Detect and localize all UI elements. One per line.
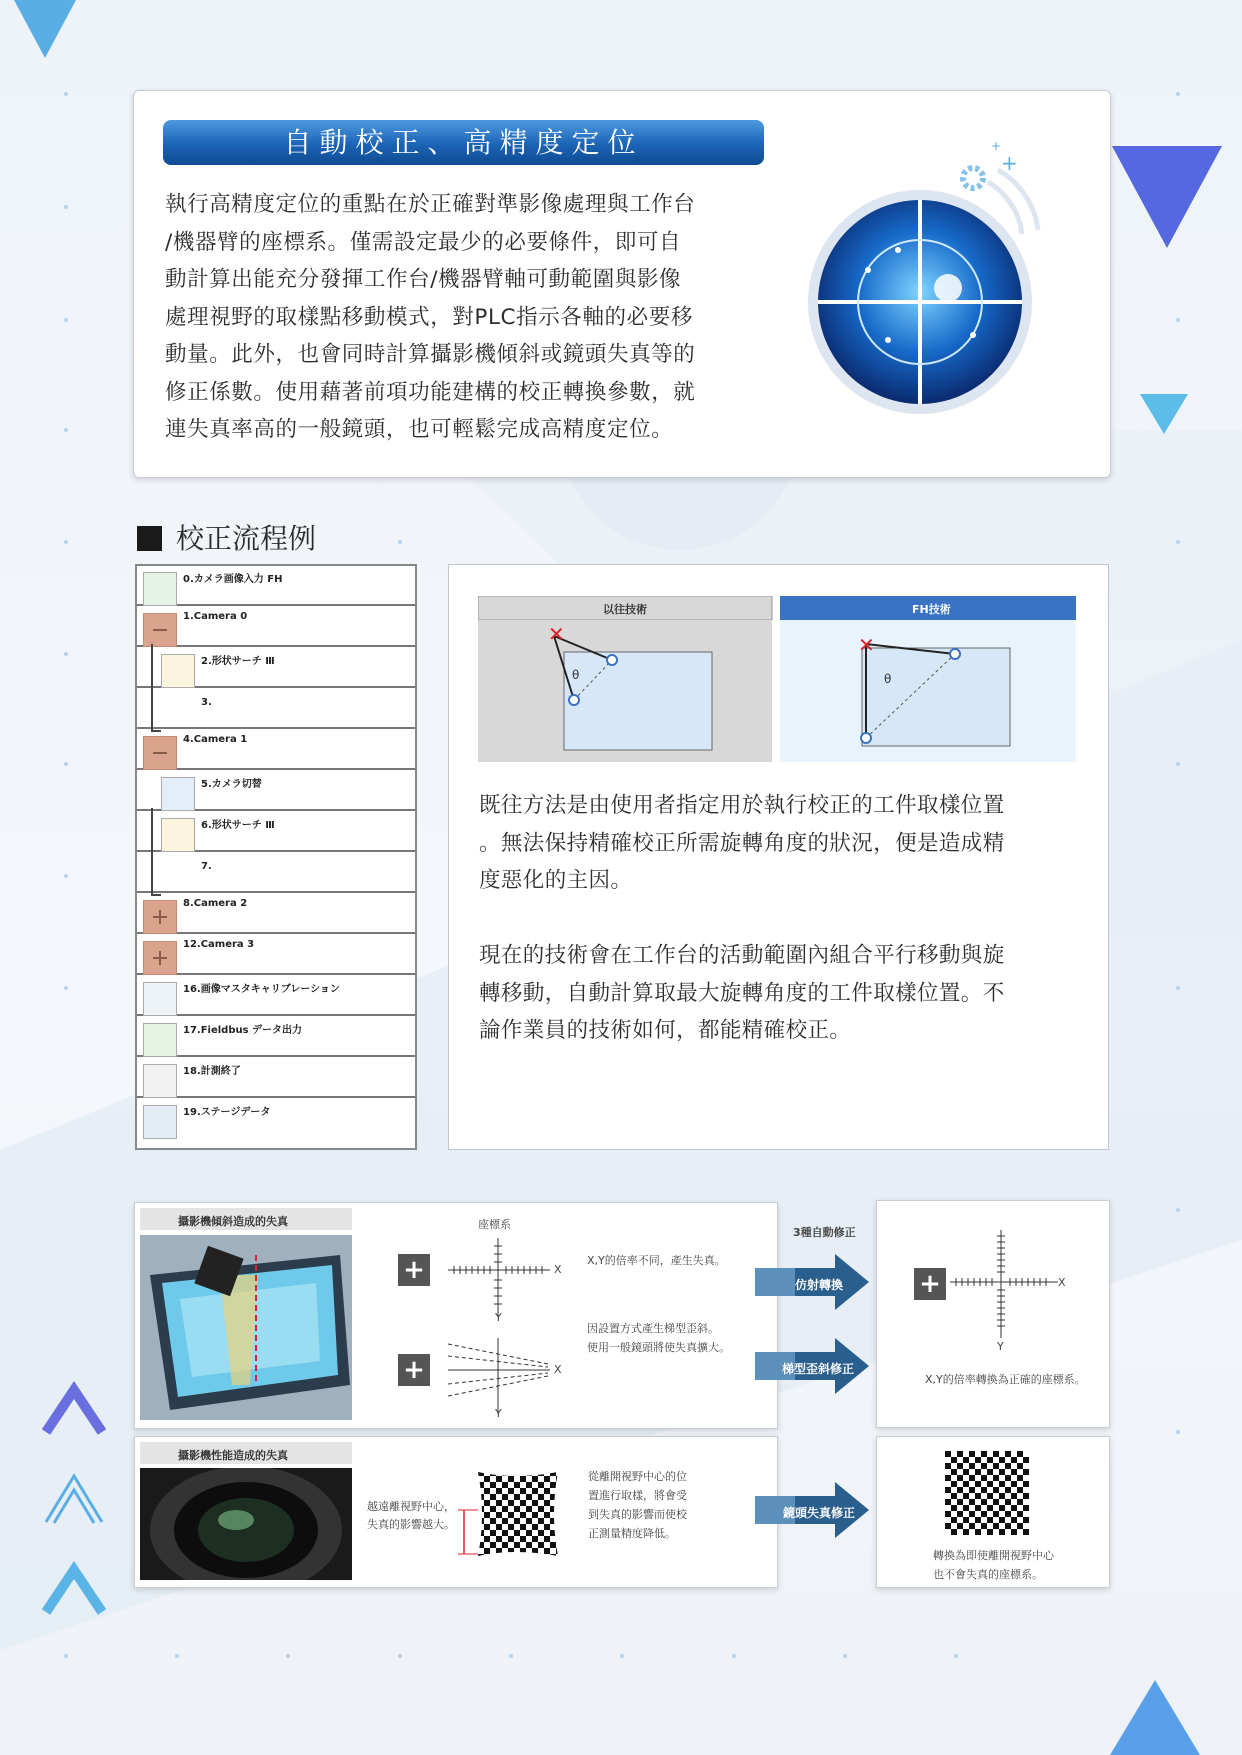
theta-label: θ	[884, 672, 892, 686]
svg-text:✕: ✕	[858, 633, 875, 657]
lens-correction-label: 鏡頭失真修正	[783, 1506, 856, 1520]
flow-item[interactable]	[137, 853, 415, 893]
plus-button-icon[interactable]	[143, 900, 177, 934]
triangle-decoration-1	[14, 0, 76, 58]
axis-y-label: Y	[495, 1311, 502, 1324]
plus-button-icon[interactable]	[143, 941, 177, 975]
flow-item[interactable]	[137, 935, 415, 975]
svg-text:+: +	[1001, 151, 1018, 175]
stage-data-icon	[143, 1105, 177, 1139]
tilt-title: 攝影機傾斜造成的失真	[178, 1215, 288, 1228]
shape-search-icon	[161, 818, 195, 852]
flow-item[interactable]	[137, 1017, 415, 1057]
plus-icon: +	[398, 1354, 430, 1386]
fh-tech-label: FH技術	[912, 603, 951, 616]
network-globe-illustration	[798, 130, 1068, 420]
camera-tilt-photo	[140, 1235, 352, 1420]
plus-icon: +	[914, 1268, 946, 1300]
flow-item-label: 2.形状サーチ Ⅲ	[201, 656, 275, 667]
paragraph-line: 度惡化的主因。	[479, 868, 633, 893]
data-output-icon	[143, 1023, 177, 1057]
auto-correction-label: 3種自動修正	[793, 1226, 856, 1239]
section-square-marker	[137, 526, 162, 551]
calibration-flow-list	[135, 564, 417, 1150]
section-title-text: 校正流程例	[176, 522, 317, 555]
intro-text	[165, 186, 770, 449]
corrected-axes	[948, 1228, 1068, 1348]
tilt-note-2: 因設置方式產生梯型歪斜。	[587, 1322, 719, 1335]
paragraph-line: 。無法保持精確校正所需旋轉角度的狀況，便是造成精	[479, 830, 1005, 856]
axis-x-label: X	[1058, 1276, 1066, 1289]
flow-item[interactable]	[137, 1058, 415, 1098]
flow-item-label: 4.Camera 1	[183, 734, 248, 745]
flow-item-label: 3.	[201, 697, 212, 708]
svg-text:+: +	[991, 139, 1002, 153]
theta-label: θ	[572, 668, 580, 682]
flow-item[interactable]	[137, 1099, 415, 1139]
axis-y-label: Y	[495, 1407, 502, 1420]
shape-search-icon	[161, 654, 195, 688]
tree-connector	[151, 730, 161, 732]
keystone-label: 梯型歪斜修正	[782, 1362, 855, 1376]
flow-item[interactable]	[137, 566, 415, 606]
flow-item-label: 6.形状サーチ Ⅲ	[201, 820, 275, 831]
flow-item[interactable]	[137, 976, 415, 1016]
tree-connector	[151, 894, 161, 896]
paragraph-line: 現在的技術會在工作台的活動範圍內組合平行移動與旋	[479, 943, 1005, 968]
svg-text:✕: ✕	[548, 622, 565, 646]
affine-label: 仿射轉換	[795, 1278, 844, 1292]
intro-title: 自動校正、高精度定位	[163, 120, 764, 165]
intro-line: 處理視野的取樣點移動模式，對PLC指示各軸的必要移	[165, 304, 693, 330]
paragraph-line: 轉移動，自動計算取最大旋轉角度的工件取樣位置。不	[479, 980, 1005, 1006]
lens-right-line: 到失真的影響而使校	[588, 1508, 687, 1521]
calibration-icon	[143, 982, 177, 1016]
triangle-decoration-2	[1112, 146, 1222, 248]
lens-note-1: 越遠離視野中心，	[367, 1500, 455, 1513]
flow-item-label: 0.カメラ画像入力 FH	[183, 574, 283, 585]
intro-line: 修正係數。使用藉著前項功能建構的校正轉換參數，就	[165, 379, 696, 405]
flow-item[interactable]	[137, 648, 415, 688]
lens-right-line: 從離開視野中心的位	[588, 1470, 687, 1483]
lens-note-2: 失真的影響越大。	[367, 1518, 455, 1531]
minus-button-icon[interactable]	[143, 736, 177, 770]
lens-title: 攝影機性能造成的失真	[178, 1449, 288, 1462]
axis-x-label: X	[554, 1363, 562, 1376]
intro-line: /機器臂的座標系。僅需設定最少的必要條件，即可自	[165, 229, 682, 255]
flow-item[interactable]	[137, 771, 415, 811]
camera-input-icon	[143, 572, 177, 606]
flow-item[interactable]	[137, 689, 415, 729]
paragraph-line: 論作業員的技術如何，都能精確校正。	[479, 1018, 852, 1043]
flow-item-label: 8.Camera 2	[183, 898, 248, 909]
minus-button-icon[interactable]	[143, 613, 177, 647]
lens-right-note	[588, 1467, 687, 1543]
flow-item-label: 1.Camera 0	[183, 611, 248, 622]
intro-line: 執行高精度定位的重點在於正確對準影像處理與工作台	[165, 192, 696, 217]
flow-item-label: 16.画像マスタキャリブレーション	[183, 984, 340, 995]
intro-line: 動量。此外，也會同時計算攝影機傾斜或鏡頭失真等的	[165, 342, 696, 367]
tree-connector	[151, 808, 153, 895]
tree-connector	[151, 644, 153, 731]
paragraph-line: 既往方法是由使用者指定用於執行校正的工件取樣位置	[479, 793, 1005, 818]
flow-item-label: 18.計測終了	[183, 1066, 241, 1077]
coordinate-axes	[440, 1236, 570, 1416]
coord-label: 座標系	[478, 1218, 511, 1231]
section-title	[137, 517, 316, 557]
old-tech-label: 以往技術	[603, 603, 647, 616]
flow-item[interactable]	[137, 607, 415, 647]
measure-end-icon	[143, 1064, 177, 1098]
flow-item[interactable]	[137, 894, 415, 934]
plus-icon: +	[398, 1254, 430, 1286]
tilt-note-3: 使用一般鏡頭將使失真擴大。	[587, 1341, 730, 1354]
flow-item[interactable]	[137, 730, 415, 770]
tilt-note-1: X,Y的倍率不同，產生失真。	[587, 1254, 726, 1267]
triangle-decoration-4	[1110, 1680, 1200, 1755]
lens-result-note-1: 轉換為即使離開視野中心	[933, 1549, 1054, 1562]
comparison-paragraph-1	[479, 787, 1005, 900]
camera-lens-photo	[140, 1468, 352, 1580]
flow-item[interactable]	[137, 812, 415, 852]
intro-line: 連失真率高的一般鏡頭，也可輕鬆完成高精度定位。	[165, 417, 674, 442]
lens-result-note-2: 也不會失真的座標系。	[933, 1568, 1043, 1581]
intro-line: 動計算出能充分發揮工作台/機器臂軸可動範圍與影像	[165, 267, 682, 292]
axis-y-label: Y	[997, 1340, 1004, 1353]
affine-result-note: X,Y的倍率轉換為正確的座標系。	[925, 1373, 1086, 1386]
triangle-decoration-3	[1140, 394, 1188, 434]
flow-item-label: 17.Fieldbus データ出力	[183, 1025, 303, 1036]
flow-item-label: 5.カメラ切替	[201, 779, 262, 790]
lens-right-line: 正測量精度降低。	[588, 1527, 676, 1540]
flow-item-label: 12.Camera 3	[183, 939, 255, 950]
corrected-checkerboard	[945, 1451, 1029, 1535]
comparison-diagram	[478, 596, 1078, 764]
lens-right-line: 置進行取樣，將會受	[588, 1489, 687, 1502]
flow-item-label: 19.ステージデータ	[183, 1107, 271, 1118]
camera-switch-icon	[161, 777, 195, 811]
axis-x-label: X	[554, 1263, 562, 1276]
comparison-paragraph-2	[479, 937, 1005, 1050]
flow-item-label: 7.	[201, 861, 212, 872]
distorted-checkerboard	[454, 1470, 570, 1558]
